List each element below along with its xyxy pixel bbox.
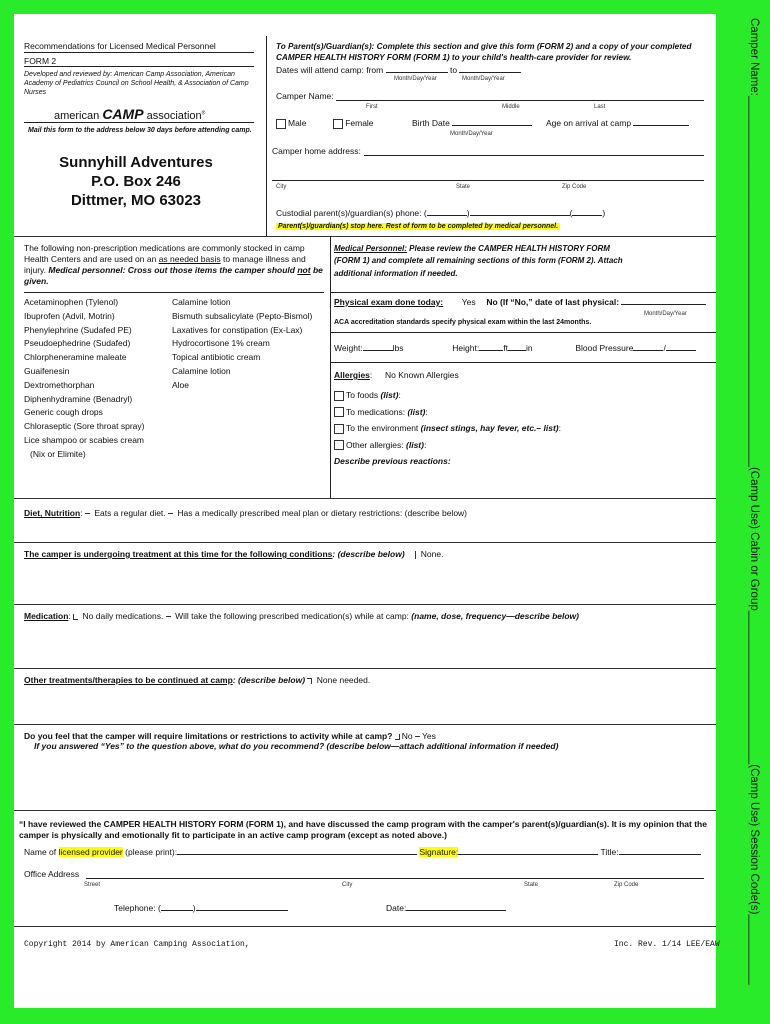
office-zip-label: Zip Code [614, 882, 639, 888]
med-item[interactable]: Calamine lotion [172, 297, 231, 307]
sidebar-camper-name-label: Camper Name: [748, 18, 760, 96]
physical-exam-row [334, 297, 706, 308]
med-item[interactable]: Chloraseptic (Sore throat spray) [24, 421, 145, 432]
med-item[interactable]: Diphenhydramine (Benadryl) [24, 393, 133, 404]
exam-date-format: Month/Day/Year [644, 311, 687, 317]
med-item[interactable]: Pseudoephedrine (Sudafed) [24, 338, 131, 349]
lbs-label: lbs [392, 343, 404, 353]
describe-reactions-label: Describe previous reactions: [334, 456, 451, 466]
office-address-label: Office Address [24, 869, 80, 879]
no-daily-meds-checkbox[interactable] [73, 614, 78, 620]
date-label: Date: [386, 903, 407, 913]
date-from-format: Month/Day/Year [394, 76, 437, 82]
other-treatments-label: Other treatments/therapies to be continued at camp [24, 675, 233, 685]
state-label: State [456, 184, 471, 190]
med-item[interactable]: Laxatives for constipation (Ex-Lax) [172, 324, 303, 335]
height-in-field[interactable] [508, 350, 526, 351]
med-item[interactable]: Dextromethorphan [24, 379, 95, 390]
limits-yes-label: Yes [422, 731, 436, 741]
medication-describe: (name, dose, frequency—describe below) [411, 611, 579, 621]
med-item[interactable]: Guaifenesin [24, 365, 70, 376]
developed-by: Developed and reviewed by: American Camp Association, American Academy of Pediatrics Council on School Health, & Association of Camp Nurses [24, 71, 249, 97]
home-address-field[interactable] [364, 155, 704, 156]
bp-label: Blood Pressure [575, 343, 634, 353]
in-label: in [525, 343, 533, 353]
other-allergies-checkbox[interactable] [334, 440, 344, 450]
date-to-format: Month/Day/Year [462, 76, 505, 82]
phone2-area[interactable] [572, 215, 602, 216]
med-item[interactable]: Bismuth subsalicylate (Pepto-Bismol) [172, 310, 313, 321]
none-needed-checkbox[interactable] [307, 678, 312, 684]
allergy-foods-row: To foods (list): [334, 387, 561, 404]
last-physical-date-field[interactable] [621, 304, 706, 305]
physical-exam-label: Physical exam done today: [334, 297, 444, 307]
phone1-area[interactable] [427, 215, 467, 216]
med-item[interactable]: Hydrocortisone 1% cream [172, 338, 270, 349]
environment-list-hint: (insect stings, hay fever, etc.– list) [420, 423, 559, 433]
birth-date-label: Birth Date [412, 118, 450, 128]
treatment-row [24, 549, 443, 560]
none-needed-label: None needed. [316, 675, 371, 685]
med-item[interactable]: Generic cough drops [24, 407, 103, 418]
phone1-number[interactable] [470, 215, 570, 216]
medical-personnel-instructions [334, 243, 634, 280]
sidebar-text [748, 18, 760, 985]
allergy-options [334, 387, 561, 470]
allergy-env-row: To the environment (insect stings, hay fever, etc.– list): [334, 420, 561, 437]
signature-field[interactable] [458, 854, 598, 855]
sidebar-session-label: (Camp Use) Session Code(s) [748, 764, 760, 915]
licensed-provider-label: licensed provider [58, 847, 123, 857]
camper-name-label: Camper Name: [276, 91, 334, 101]
bp-diastolic-field[interactable] [666, 350, 696, 351]
revision: Inc. Rev. 1/14 LEE/EAW [614, 940, 720, 949]
date-row [386, 903, 506, 914]
foods-label: To foods [346, 390, 379, 400]
logo-association: association [146, 110, 202, 122]
other-treatments-row [24, 675, 370, 686]
other-treatments-describe: : (describe below) [232, 675, 306, 685]
dates-label: Dates will attend camp: from [276, 65, 384, 75]
please-print-label: (please print): [125, 847, 178, 857]
birth-date-row [412, 118, 532, 129]
will-take-meds-label: Will take the following prescribed medication(s) while at camp: [175, 611, 409, 621]
other-allergies-label: Other allergies: [346, 439, 404, 450]
middle-label: Middle [502, 104, 520, 110]
first-label: First [366, 104, 378, 110]
diet-row: Diet, Nutrition: Eats a regular diet. Has a medically prescribed meal plan or dietary restrictions: (describe below) [24, 508, 468, 518]
date-from-field[interactable] [386, 72, 448, 73]
environment-checkbox[interactable] [334, 424, 344, 434]
other-allergies-list-hint: (list) [406, 439, 424, 450]
exam-no-option[interactable]: No (If “No,” date of last physical: [486, 297, 620, 307]
environment-label: To the environment [346, 423, 419, 433]
medications-checkbox[interactable] [334, 407, 344, 417]
copyright: Copyright 2014 by American Camping Association, [24, 940, 250, 949]
paren-close-2: ) [602, 208, 606, 218]
medical-personnel-label: Medical Personnel: [334, 244, 407, 253]
weight-field[interactable] [363, 350, 393, 351]
height-label: Height: [452, 343, 480, 353]
meds-column-2 [172, 296, 312, 393]
regular-diet-checkbox[interactable] [85, 513, 90, 514]
telephone-label: Telephone: ( [114, 903, 161, 913]
med-item[interactable]: Calamine lotion [172, 365, 231, 376]
last-label: Last [594, 104, 606, 110]
vitals-row [334, 343, 696, 354]
sidebar-camper-name-field[interactable]: __________________________________________________________ [748, 95, 760, 467]
med-item[interactable]: Topical antibiotic cream [172, 352, 261, 363]
meds-column-1 [24, 296, 144, 462]
provider-name-field[interactable] [177, 854, 417, 855]
medication-label: Medication [24, 611, 69, 621]
meds-intro-asneeded: as needed basis [158, 254, 221, 265]
limits-no-label: No [401, 731, 413, 741]
logo-registered: ® [201, 110, 206, 117]
office-address-field[interactable] [86, 878, 704, 879]
exam-yes-option[interactable]: Yes [461, 297, 476, 307]
custodial-label: Custodial parent(s)/guardian(s) phone: ( [276, 208, 427, 218]
no-daily-meds-label: No daily medications. [82, 611, 164, 621]
sex-row [276, 118, 374, 129]
bp-systolic-field[interactable] [633, 350, 663, 351]
medication-row: Medication: No daily medications. Will take the following prescribed medication(s) while at camp: (name, dose, frequency—describe below) [24, 611, 579, 621]
treatment-describe: : (describe below) [332, 549, 405, 559]
med-item[interactable]: Ibuprofen (Advil, Motrin) [24, 310, 115, 321]
sidebar-cabin-field[interactable]: ________________________ [748, 610, 760, 765]
male-checkbox[interactable] [276, 119, 286, 129]
sidebar-session-field[interactable]: ___________ [748, 914, 760, 985]
telephone-area-field[interactable] [161, 910, 193, 911]
meds-intro-not: not [297, 265, 311, 276]
custodial-phone-row [276, 208, 605, 219]
allergy-other-row: Other allergies: (list): [334, 437, 561, 454]
birth-date-field[interactable] [452, 125, 532, 126]
city-label: City [276, 184, 287, 190]
regular-diet-label: Eats a regular diet. [94, 508, 166, 518]
office-city-label: City [342, 882, 353, 888]
home-address-field-2[interactable] [272, 180, 704, 181]
will-take-meds-checkbox[interactable] [166, 616, 171, 617]
camp-name: Sunnyhill Adventures [59, 154, 213, 171]
male-label: Male [288, 118, 307, 128]
med-item[interactable]: Chlorpheneramine maleate [24, 352, 127, 363]
aca-logo [54, 106, 205, 122]
meal-plan-label: Has a medically prescribed meal plan or dietary restrictions: (describe below) [177, 508, 468, 518]
allergies-label: Allergies [334, 370, 370, 380]
limits-no-checkbox[interactable] [395, 734, 400, 740]
provider-statement: “I have reviewed the CAMPER HEALTH HISTORY FORM (FORM 1), and have discussed the camp program with the camper's parent(s)/guardian(s). It is my opinion that the camper is physically and emotionally fit to participate in an active camp program (except as noted above.) [19, 819, 707, 841]
dates-attend-row [276, 65, 521, 76]
signature-label: Signature: [419, 847, 459, 857]
age-label: Age on arrival at camp [546, 118, 632, 128]
height-ft-field[interactable] [479, 350, 503, 351]
camp-use-sidebar [730, 0, 770, 1024]
sidebar-cabin-label: (Camp Use) Cabin or Group [748, 466, 760, 611]
age-field[interactable] [633, 125, 689, 126]
diet-label: Diet, Nutrition [24, 508, 81, 518]
meds-intro [24, 243, 324, 287]
mail-note: Mail this form to the address below 30 days before attending camp. [28, 127, 252, 134]
meds-intro-text: The following non-prescription medications are commonly stocked in camp Health Centers and are used on an [24, 243, 305, 265]
meds-intro-end: be given. [24, 265, 323, 287]
female-label: Female [345, 118, 374, 128]
date-field[interactable] [406, 910, 506, 911]
treatment-none-label: None. [420, 549, 444, 559]
telephone-paren: ) [192, 903, 196, 913]
title-label: Title: [600, 847, 619, 857]
aca-note: ACA accreditation standards specify physical exam within the last 24months. [334, 319, 592, 326]
paren-close-1: ) [466, 208, 470, 218]
camp-city-zip: Dittmer, MO 63023 [70, 191, 202, 209]
meds-intro-rest: to manage illness and injury. [24, 254, 306, 276]
name-of-label: Name of [24, 847, 57, 857]
telephone-number-field[interactable] [196, 910, 288, 911]
title-field[interactable] [619, 854, 701, 855]
no-known-allergies-option[interactable]: No Known Allergies [385, 370, 459, 380]
weight-label: Weight: [334, 343, 363, 353]
meds-intro-bold: Medical personnel: Cross out those items the camper should [48, 265, 295, 276]
to-label: to [449, 65, 458, 75]
foods-list-hint: (list) [380, 390, 399, 400]
street-label: Street [84, 882, 101, 888]
med-item[interactable]: Acetaminophen (Tylenol) [24, 297, 119, 307]
camper-name-field[interactable] [336, 100, 704, 101]
limits-yes-checkbox[interactable] [415, 736, 420, 737]
med-item[interactable]: Aloe [172, 379, 190, 390]
camp-address [56, 154, 216, 210]
logo-american: american [54, 110, 100, 122]
parent-instructions: To Parent(s)/Guardian(s): Complete this section and give this form (FORM 2) and a copy of your completed CAMPER HEALTH HISTORY FORM (FORM 1) to your child's health-care provider for review. [276, 42, 692, 62]
limitations-question: Do you feel that the camper will require limitations or restrictions to activity while at camp? [24, 731, 393, 741]
treatment-none-checkbox[interactable] [415, 551, 416, 559]
ft-label: ft [503, 343, 508, 353]
rec-title: Recommendations for Licensed Medical Personnel [24, 41, 216, 51]
bp-slash: / [663, 343, 666, 353]
home-address-label: Camper home address: [272, 146, 361, 156]
female-checkbox[interactable] [333, 119, 343, 129]
stop-here-note: Parent(s)/guardian(s) stop here. Rest of form to be completed by medical personnel. [278, 223, 559, 230]
logo-camp: CAMP [102, 106, 144, 122]
meal-plan-checkbox[interactable] [168, 513, 173, 514]
zip-label: Zip Code [562, 184, 587, 190]
age-row [546, 118, 689, 129]
medical-personnel-text: Please review the CAMPER HEALTH HISTORY FORM (FORM 1) and complete all remaining sections of this form (FORM 2). Attach additional information if needed. [334, 244, 623, 278]
med-item[interactable]: Lice shampoo or scabies cream [24, 434, 145, 445]
limitations-followup: If you answered “Yes” to the question above, what do you recommend? (describe below—attach additional information if needed) [34, 741, 559, 751]
date-to-field[interactable] [459, 72, 521, 73]
telephone-row [114, 903, 288, 914]
allergies-row [334, 370, 459, 381]
treatment-label: The camper is undergoing treatment at this time for the following conditions [24, 549, 333, 559]
allergies-colon: : [369, 370, 373, 380]
allergy-meds-row: To medications: (list): [334, 404, 561, 421]
med-item[interactable]: Phenylephrine (Sudafed PE) [24, 324, 132, 335]
medications-label: To medications: [346, 406, 406, 417]
camp-po-box: P.O. Box 246 [91, 172, 181, 190]
birth-date-format: Month/Day/Year [450, 131, 493, 137]
provider-name-row [24, 847, 701, 858]
med-item[interactable]: (Nix or Elimite) [30, 448, 86, 459]
foods-checkbox[interactable] [334, 391, 344, 401]
form-number: FORM 2 [24, 56, 57, 66]
medications-list-hint: (list) [407, 406, 426, 417]
form-page [14, 14, 720, 1008]
paren-open-2: ( [569, 208, 573, 218]
office-state-label: State [524, 882, 539, 888]
